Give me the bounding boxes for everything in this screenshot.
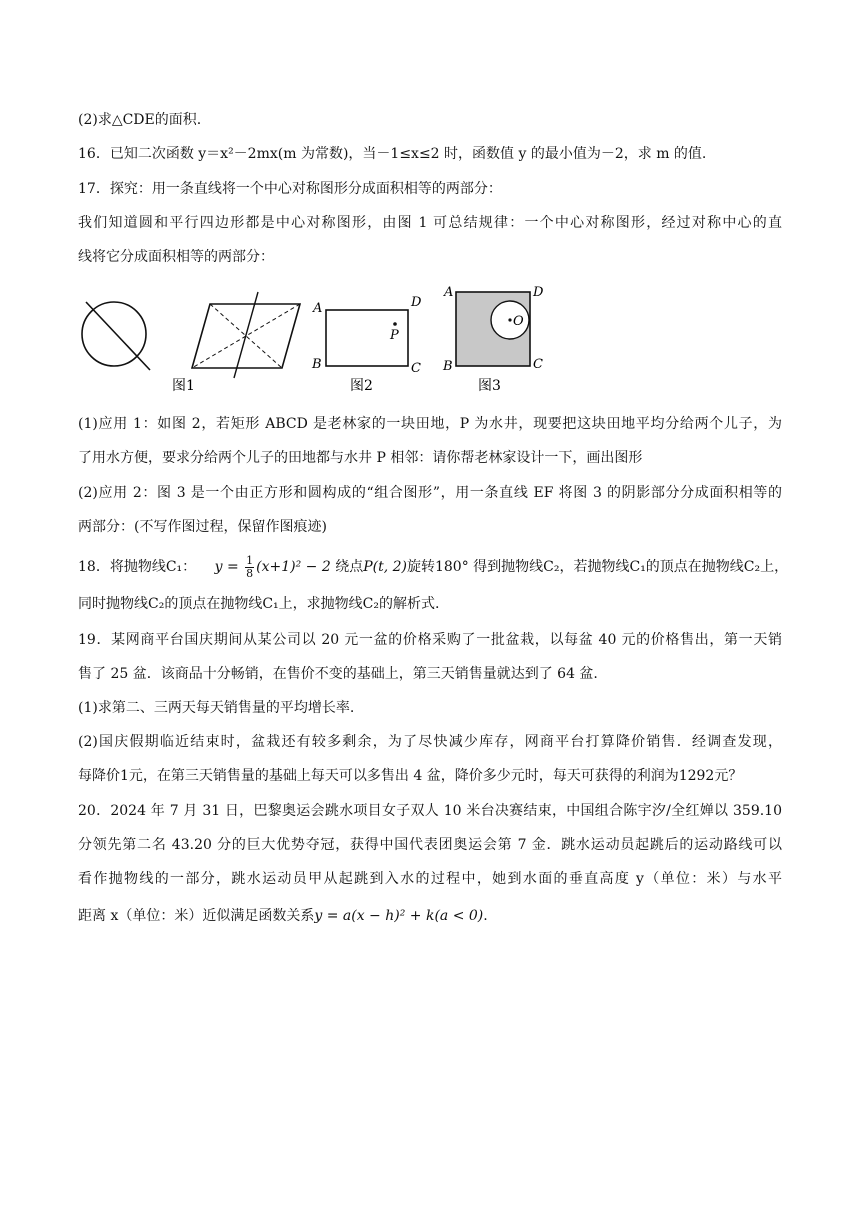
q19-part2-line2: 每降价1元，在第三天销售量的基础上每天可以多售出 4 盆，降价多少元时，每天可获得的利润为1292元？ xyxy=(78,768,743,784)
fig2-label-P: P xyxy=(390,328,399,343)
q20-formula: y = a(x − h)² + k(a < 0) xyxy=(314,908,484,924)
fig2-label: 图2 xyxy=(350,378,373,392)
q18-frac-den: 8 xyxy=(246,566,254,580)
q17-intro-line2: 线将它分成面积相等的两部分： xyxy=(78,249,274,265)
fig3-label-C: C xyxy=(533,357,543,372)
q19-part1: (1)求第二、三两天每天销售量的平均增长率. xyxy=(78,700,355,716)
q19-part2-line1: (2)国庆假期临近结束时，盆栽还有较多剩余，为了尽快减少库存，网商平台打算降价销售．经调查发现， xyxy=(78,734,782,750)
q17-figures xyxy=(70,282,570,392)
q18-line2: 同时抛物线C₂的顶点在抛物线C₁上，求抛物线C₂的解析式. xyxy=(78,596,440,612)
q17-app1-line2: 了用水方便，要求分给两个儿子的田地都与水井 P 相邻：请你帮老林家设计一下，画出图形 xyxy=(78,450,643,466)
q19-line1: 19．某网商平台国庆期间从某公司以 20 元一盆的价格采购了一批盆栽，以每盆 40 元的价格售出，第一天销 xyxy=(78,632,782,648)
q20-text-a: 距离 x（单位：米）近似满足函数关系 xyxy=(78,908,315,924)
fig3-label-A: A xyxy=(444,285,454,300)
q19-line2: 售了 25 盆．该商品十分畅销，在售价不变的基础上，第三天销售量就达到了 64 盆. xyxy=(78,666,598,682)
figure-3 xyxy=(456,292,530,366)
q17-title: 17．探究：用一条直线将一个中心对称图形分成面积相等的两部分： xyxy=(78,181,502,197)
fig2-label-C: C xyxy=(411,361,421,376)
q20-line2: 分领先第二名 43.20 分的巨大优势夺冠，获得中国代表团奥运会第 7 金．跳水运动员起跳后的运动路线可以 xyxy=(78,837,782,853)
fig2-label-A: A xyxy=(313,301,323,316)
q18-suffix: 旋转180° 得到抛物线C₂，若抛物线C₁的顶点在抛物线C₂上， xyxy=(406,559,789,575)
q18-middle: 绕点 xyxy=(335,559,364,575)
q17-app2-line1: (2)应用 2：图 3 是一个由正方形和圆构成的“组合图形”，用一条直线 EF 将图 3 的阴影部分分成面积相等的 xyxy=(78,485,782,501)
fig3-label-D: D xyxy=(533,285,544,300)
q20-line4 xyxy=(78,906,488,926)
q18-line1 xyxy=(78,554,788,580)
fig2-label-B: B xyxy=(312,357,322,372)
fig2-label-D: D xyxy=(411,295,422,310)
q18-fraction xyxy=(245,555,254,580)
q18-formula-a: y = xyxy=(214,559,244,575)
fig2-well-point xyxy=(393,322,397,326)
q18-prefix: 18．将抛物线C₁： xyxy=(78,559,197,575)
q18-formula-b: (x+1)² − 2 xyxy=(256,559,331,575)
q17-app2-line2: 两部分：(不写作图过程，保留作图痕迹) xyxy=(78,519,327,535)
q18-frac-num: 1 xyxy=(246,553,254,567)
q20-line1: 20．2024 年 7 月 31 日，巴黎奥运会跳水项目女子双人 10 米台决赛结束，中国组合陈宇汐/全红婵以 359.10 xyxy=(78,803,782,819)
q20-text-b: . xyxy=(483,908,488,924)
q17-app1-line1: (1)应用 1：如图 2，若矩形 ABCD 是老林家的一块田地，P 为水井，现要把这块田地平均分给两个儿子，为 xyxy=(78,416,782,432)
q16-text: 16．已知二次函数 y＝x²－2mx(m 为常数)，当－1≤x≤2 时，函数值 y 的最小值为－2，求 m 的值. xyxy=(78,146,707,162)
fig1-cut-line xyxy=(234,292,258,378)
q18-point: P(t, 2) xyxy=(363,559,407,575)
fig3-label: 图3 xyxy=(478,378,501,392)
figure-1 xyxy=(82,292,300,378)
q15-part2: (2)求△CDE的面积. xyxy=(78,112,202,128)
q17-intro-line1: 我们知道圆和平行四边形都是中心对称图形，由图 1 可总结规律：一个中心对称图形，经过对称中心的直 xyxy=(78,215,782,231)
fig3-label-O: O xyxy=(513,314,524,329)
fig3-center-point xyxy=(508,318,511,321)
fig3-label-B: B xyxy=(443,359,453,374)
fig1-label: 图1 xyxy=(172,378,195,392)
q20-line3: 看作抛物线的一部分，跳水运动员甲从起跳到入水的过程中，她到水面的垂直高度 y（单位：米）与水平 xyxy=(78,871,782,887)
